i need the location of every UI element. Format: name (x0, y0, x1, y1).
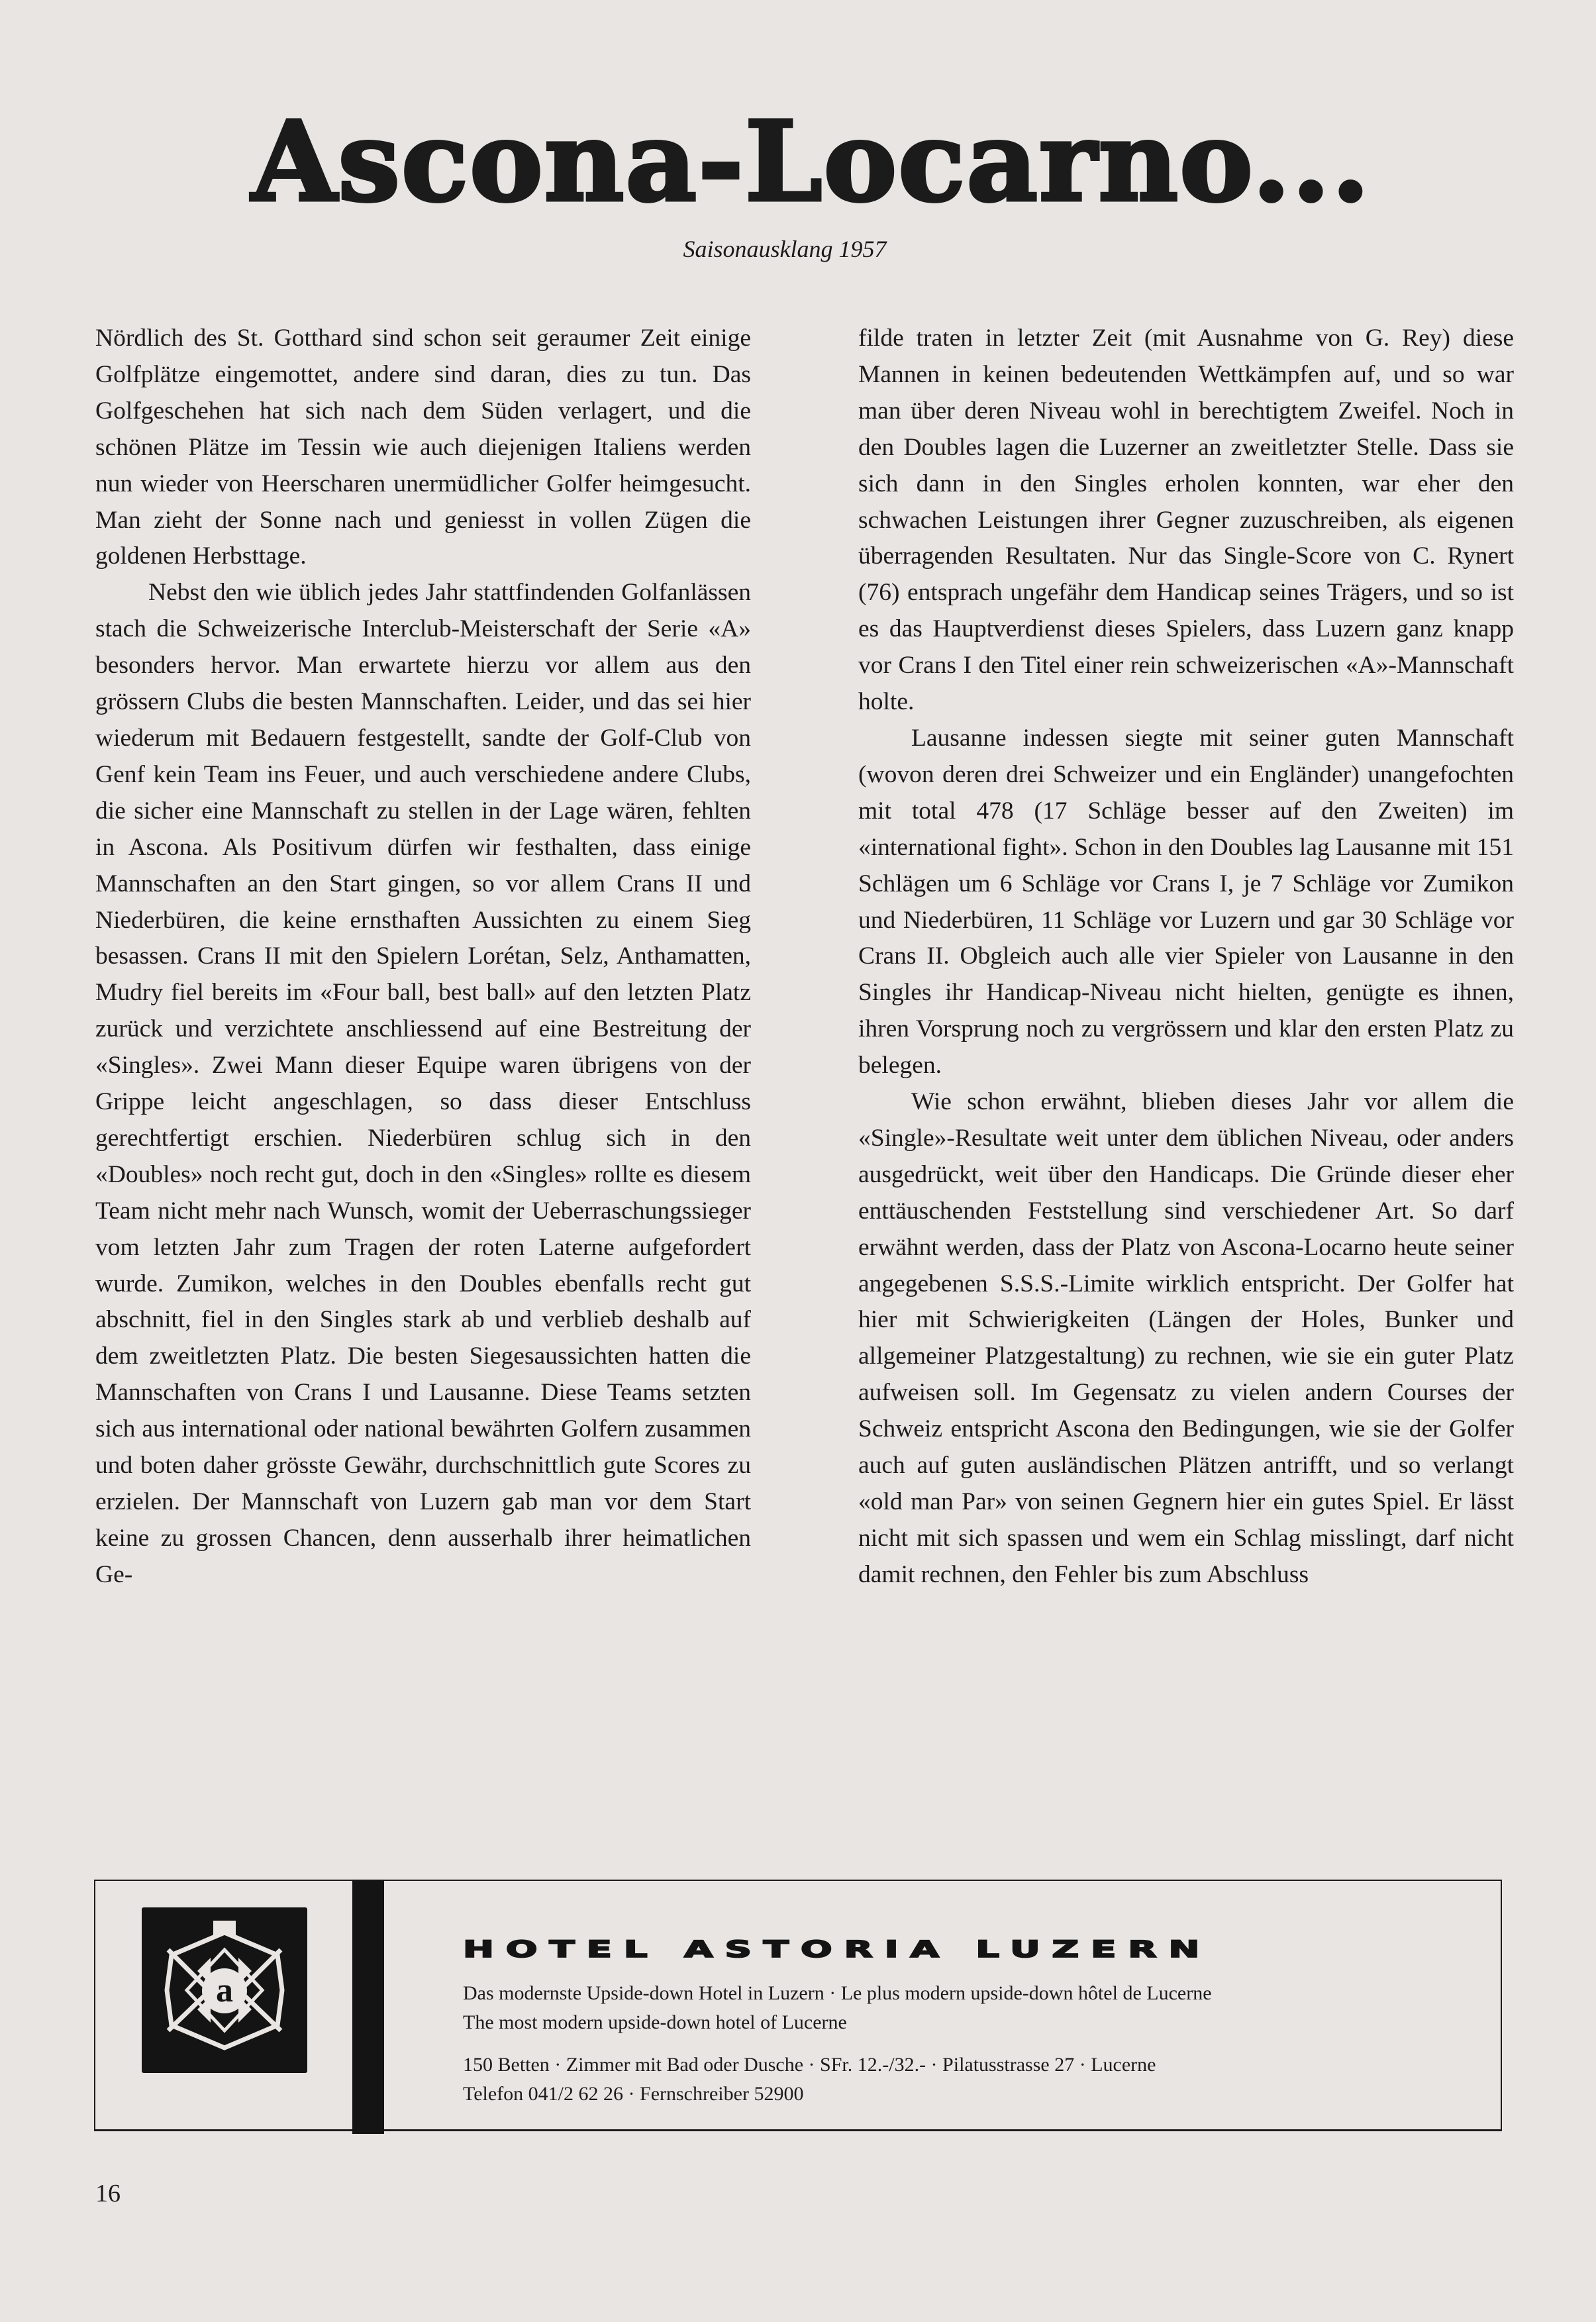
text-column-right (858, 321, 1514, 1593)
logo-letter: a (216, 1972, 233, 2009)
paragraph: Nebst den wie üblich jedes Jahr stattfindenden Golfanlässen stach die Schweizerische Interclub-Meisterschaft der Serie «A» besonders hervor. Man erwartete hierzu vor allem aus den grössern Clubs die besten Mannschaften. Leider, und das sei hier wiederum mit Bedauern festgestellt, sandte der Golf-Club von Genf kein Team ins Feuer, und auch verschiedene andere Clubs, die sicher eine Mannschaft zu stellen in der Lage wären, fehlten in Ascona. Als Positivum dürfen wir festhalten, dass einige Mannschaften an den Start gingen, so vor allem Crans II und Niederbüren, die keine ernsthaften Aussichten zu einem Sieg besassen. Crans II mit den Spielern Lorétan, Selz, Anthamatten, Mudry fiel bereits im «Four ball, best ball» auf den letzten Platz zurück und verzichtete anschliessend auf eine Bestreitung der «Singles». Zwei Mann dieser Equipe waren übrigens von der Grippe leicht angeschlagen, so dass dieser Entschluss gerechtfertigt erschien. Niederbüren schlug sich in den «Doubles» noch recht gut, doch in den «Singles» rollte es diesem Team nicht mehr nach Wunsch, womit der Ueberraschungssieger vom letzten Jahr zum Tragen der roten Laterne aufgefordert wurde. Zumikon, welches in den Doubles ebenfalls recht gut abschnitt, fiel in den Singles stark ab und verblieb deshalb auf dem zweitletzten Platz. Die besten Siegesaussichten hatten die Mannschaften von Crans I und Lausanne. Diese Teams setzten sich aus international oder national bewährten Golfern zusammen und boten daher grösste Gewähr, durchschnittlich gute Scores zu erzielen. Der Mannschaft von Luzern gab man vor dem Start keine zu grossen Chancen, denn ausserhalb ihrer heimatlichen Ge- (95, 579, 751, 1588)
article-subtitle: Saisonausklang 1957 (683, 236, 887, 262)
ad-contact: Telefon 041/2 62 26 · Fernschreiber 52900 (463, 2083, 804, 2105)
paragraph: filde traten in letzter Zeit (mit Ausnahme von G. Rey) diese Mannen in keinen bedeutenden Wettkämpfen auf, und so war man über deren Niveau wohl in berechtigtem Zweifel. Noch in den Doubles lagen die Luzerner an zweitletzter Stelle. Dass sie sich dann in den Singles erholen konnten, war eher den schwachen Leistungen ihrer Gegner zuzuschreiben, als eigenen überragenden Resultaten. Nur das Single-Score von C. Rynert (76) entsprach ungefähr dem Handicap seines Trägers, und so ist es das Hauptverdienst dieses Spielers, dass Luzern ganz knapp vor Crans I den Titel einer rein schweizerischen «A»-Mannschaft holte. (858, 325, 1514, 716)
ad-details: 150 Betten · Zimmer mit Bad oder Dusche · SFr. 12.-/32.- · Pilatusstrasse 27 · Lucerne (463, 2054, 1156, 2076)
hotel-astoria-emblem-icon (142, 1907, 307, 2073)
vertical-divider (352, 1880, 384, 2134)
hotel-advertisement (94, 1880, 1502, 2131)
ad-tagline-english: The most modern upside-down hotel of Lucerne (463, 2011, 847, 2033)
article-title: Ascona-Locarno... (251, 97, 1372, 227)
hotel-name: HOTEL ASTORIA LUZERN (463, 1936, 1212, 1963)
text-column-left (95, 321, 751, 1593)
paragraph: Wie schon erwähnt, blieben dieses Jahr vor allem die «Single»-Resultate weit unter dem üblichen Niveau, oder anders ausgedrückt, weit über den Handicaps. Die Gründe dieser eher enttäuschenden Feststellung sind verschiedener Art. So darf erwähnt werden, dass der Platz von Ascona-Locarno heute seiner angegebenen S.S.S.-Limite wirklich entspricht. Der Golfer hat hier mit Schwierigkeiten (Längen der Holes, Bunker und allgemeiner Platzgestaltung) zu rechnen, wie sie ein guter Platz aufweisen soll. Im Gegensatz zu vielen andern Courses der Schweiz entspricht Ascona den Bedingungen, wie sie der Golfer auch auf guten ausländischen Plätzen antrifft, und so verlangt «old man Par» von seinen Gegnern hier ein gutes Spiel. Er lässt nicht mit sich spassen und wem ein Schlag misslingt, darf nicht damit rechnen, den Fehler bis zum Abschluss (858, 1088, 1514, 1588)
ad-tagline: Das modernste Upside-down Hotel in Luzern · Le plus modern upside-down hôtel de Lucerne (463, 1982, 1212, 2004)
paragraph: Nördlich des St. Gotthard sind schon seit geraumer Zeit einige Golfplätze eingemottet, andere sind daran, dies zu tun. Das Golfgeschehen hat sich nach dem Süden verlagert, und die schönen Plätze im Tessin wie auch diejenigen Italiens werden nun wieder von Heerscharen unermüdlicher Golfer heimgesucht. Man zieht der Sonne nach und geniesst in vollen Zügen die goldenen Herbsttage. (95, 325, 751, 570)
paragraph: Lausanne indessen siegte mit seiner guten Mannschaft (wovon deren drei Schweizer und ein Engländer) unangefochten mit total 478 (17 Schläge besser auf den Zweiten) im «international fight». Schon in den Doubles lag Lausanne mit 151 Schlägen um 6 Schläge vor Crans I, je 7 Schläge vor Zumikon und Niederbüren, 11 Schläge vor Luzern und gar 30 Schläge vor Crans II. Obgleich auch alle vier Spieler von Lausanne in den Singles ihr Handicap-Niveau nicht hielten, genügte es ihnen, ihren Vorsprung noch zu vergrössern und klar den ersten Platz zu belegen. (858, 724, 1514, 1080)
page-number: 16 (95, 2180, 121, 2207)
